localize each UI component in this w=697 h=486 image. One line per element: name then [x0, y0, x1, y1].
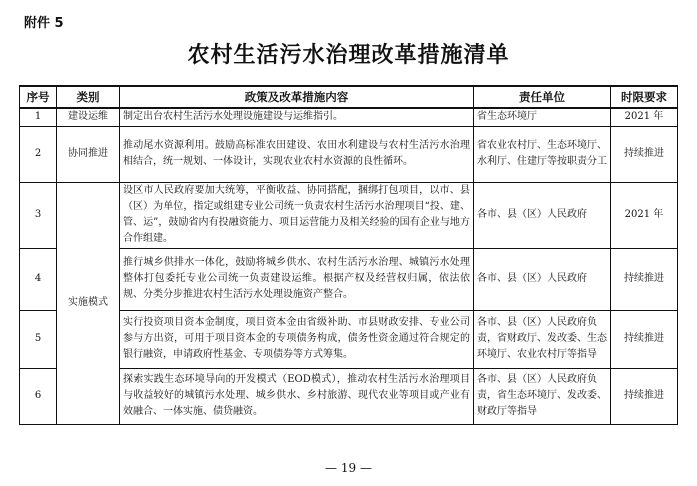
row-seq: 1 [20, 108, 57, 126]
row-content: 推动尾水资源利用。鼓励高标准农田建设、农田水利建设与农村生活污水治理相结合，统一规划、一体设计，实现农业农村水资源的良性循环。 [120, 126, 474, 182]
row-deadline: 持续推进 [611, 126, 678, 182]
table-header-row [20, 86, 678, 108]
row-seq: 6 [20, 368, 57, 424]
row-deadline: 持续推进 [611, 248, 678, 310]
header-unit: 责任单位 [474, 86, 611, 108]
row-unit: 省农业农村厅、生态环境厅、水利厅、住建厅等按职责分工 [474, 126, 611, 182]
header-seq: 序号 [20, 86, 57, 108]
header-category: 类别 [57, 86, 120, 108]
row-deadline: 2021 年 [611, 182, 678, 248]
row-seq: 4 [20, 248, 57, 310]
row-content: 设区市人民政府要加大统筹，平衡收益、协同搭配，捆绑打包项目，以市、县（区）为单位，指定或组建专业公司统一负责农村生活污水治理项目“投、建、管、运”，鼓励省内有投融资能力、项目运营能力及相关经验的国有企业与地方合作组建。 [120, 182, 474, 248]
row-content: 探索实践生态环境导向的开发模式（EOD模式），推动农村生活污水治理项目与收益较好的城镇污水处理、城乡供水、乡村旅游、现代农业等项目或产业有效融合、一体实施、债贷融资。 [120, 368, 474, 424]
row-unit: 各市、县（区）人民政府负责，省生态环境厅、发改委、财政厅等指导 [474, 368, 611, 424]
row-deadline: 持续推进 [611, 368, 678, 424]
row-content: 制定出台农村生活污水处理设施建设与运维指引。 [120, 108, 474, 126]
header-deadline: 时限要求 [611, 86, 678, 108]
row-content: 推行城乡供排水一体化，鼓励将城乡供水、农村生活污水治理、城镇污水处理整体打包委托专业公司统一负责建设运维。根据产权及经营权归属，依法依规、分类分步推进农村生活污水处理设施资产整合。 [120, 248, 474, 310]
row-seq: 5 [20, 310, 57, 368]
table-row [20, 108, 678, 126]
page-number: — 19 — [325, 461, 372, 475]
row-unit: 各市、县（区）人民政府负责，省财政厅、发改委、生态环境厅、农业农村厅等指导 [474, 310, 611, 368]
header-content: 政策及改革措施内容 [120, 86, 474, 108]
row-deadline: 2021 年 [611, 108, 678, 126]
measures-table [19, 85, 678, 425]
table-row [20, 182, 678, 248]
page-title: 农村生活污水治理改革措施清单 [187, 43, 510, 68]
table-row [20, 126, 678, 182]
attachment-label: 附件 5 [24, 16, 64, 31]
row-category: 实施模式 [57, 182, 120, 424]
row-unit: 各市、县（区）人民政府 [474, 248, 611, 310]
row-deadline: 持续推进 [611, 310, 678, 368]
row-content: 实行投资项目资本金制度，项目资本金由省级补助、市县财政安排、专业公司参与方出资，可用于项目资本金的专项债务构成，债务性资金通过符合规定的银行融资，申请政府性基金、专项债券等方式筹集。 [120, 310, 474, 368]
row-seq: 2 [20, 126, 57, 182]
row-unit: 省生态环境厅 [474, 108, 611, 126]
row-category: 建设运维 [57, 108, 120, 126]
row-category: 协同推进 [57, 126, 120, 182]
row-unit: 各市、县（区）人民政府 [474, 182, 611, 248]
row-seq: 3 [20, 182, 57, 248]
